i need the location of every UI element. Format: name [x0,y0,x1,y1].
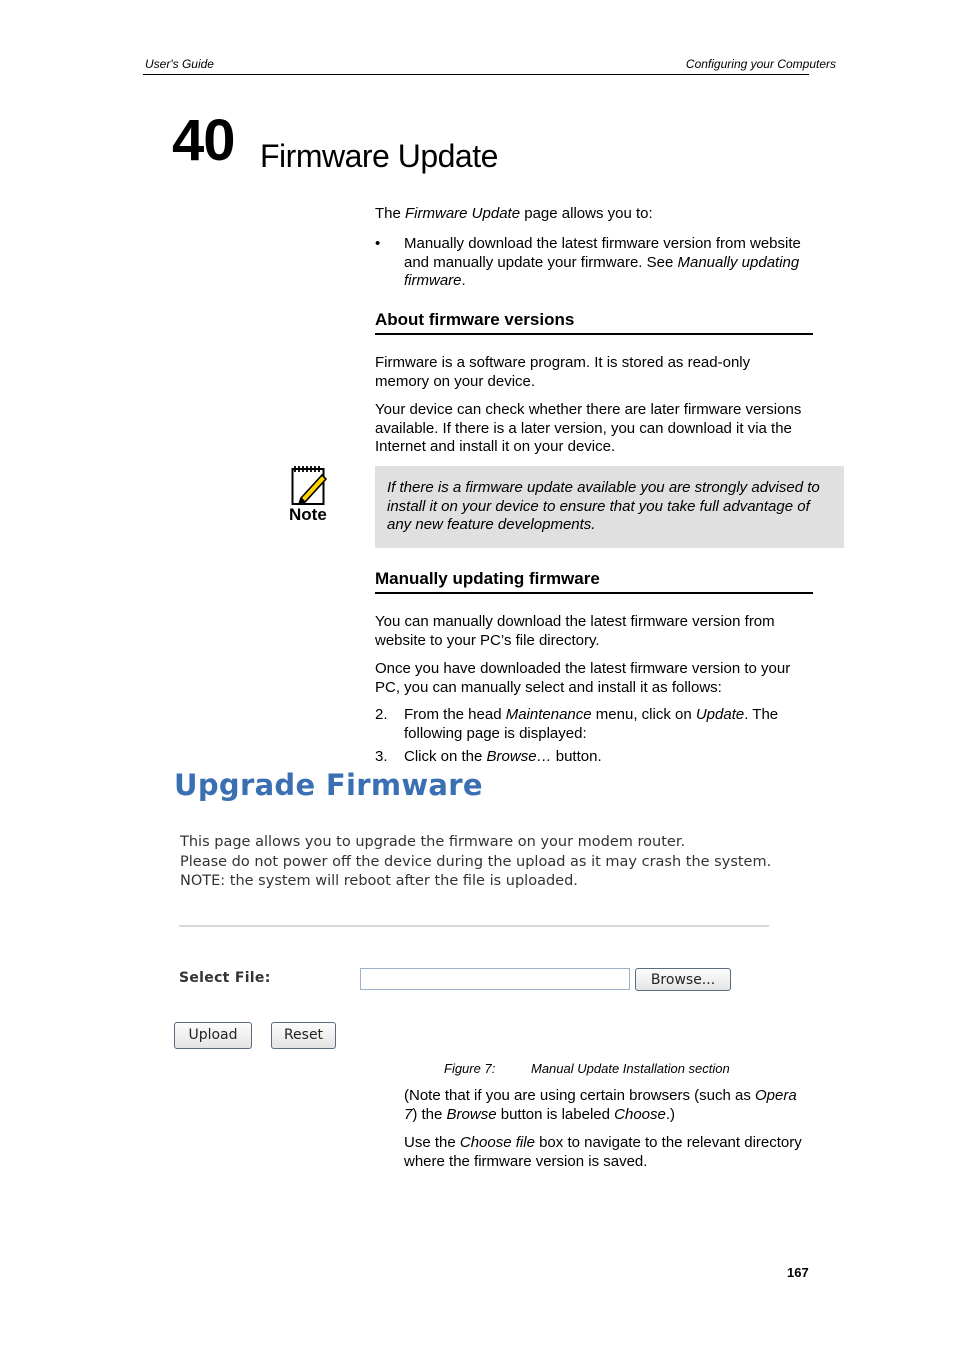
select-file-label: Select File: [179,970,271,986]
chapter-title: Firmware Update [260,138,498,174]
about-paragraph-1: Firmware is a software program. It is stored as read-only memory on your device. [375,354,751,390]
step-number: 3. [375,748,388,765]
upgrade-separator [179,925,769,927]
bullet-marker: • [375,235,381,252]
figure-caption: Manual Update Installation section [531,1061,730,1076]
upgrade-firmware-title: Upgrade Firmware [174,768,483,802]
manual-paragraph-2: Once you have downloaded the latest firmware version to your PC, you can manually select and install it as follows: [375,660,791,696]
section-heading-about: About firmware versions [375,310,575,329]
header-left: User's Guide [145,57,214,71]
section-rule [375,592,813,594]
link-manual-update[interactable]: Manually updating firmware [404,253,800,289]
note-label: Note [289,505,327,524]
page-number: 167 [787,1265,809,1280]
section-heading-manual: Manually updating firmware [375,569,600,588]
upgrade-description: This page allows you to upgrade the firmware on your modem router. Please do not power off the device during the upload as it may crash the system. NOTE: the system will reboot after the file is uploaded. [180,834,772,889]
reset-button[interactable]: Reset [271,1022,336,1049]
file-path-input[interactable] [360,968,630,990]
intro-paragraph: The Firmware Update page allows you to: [375,205,653,222]
about-paragraph-2: Your device can check whether there are later firmware versions available. If there is a later version, you can download it via the Internet and install it on your device. [375,401,802,455]
note-text: If there is a firmware update available you are strongly advised to install it on your device to ensure that you take full advantage of any new feature developments. [387,479,820,533]
header-divider [143,74,809,75]
bullet-item: Manually download the latest firmware version from website and manually update your firmware. See Manually updating firmware. [404,235,801,289]
step-2-text: From the head Maintenance menu, click on Update. The following page is displayed: [404,706,779,742]
header-right: Configuring your Computers [685,57,836,71]
chapter-number: 40 [172,108,235,173]
note-box [375,466,844,548]
section-rule [375,333,813,335]
manual-paragraph-1: You can manually download the latest firmware version from website to your PC’s file directory. [375,613,775,649]
figure-number: Figure 7: [444,1061,496,1076]
step-number: 2. [375,706,388,723]
browser-note-paragraph: (Note that if you are using certain browsers (such as Opera 7) the Browse button is labeled Choose.) [404,1087,797,1123]
upload-button[interactable]: Upload [174,1022,252,1049]
choose-file-paragraph: Use the Choose file box to navigate to the relevant directory where the firmware version is saved. [404,1134,802,1170]
browse-button[interactable]: Browse... [635,968,731,991]
step-3-text: Click on the Browse… button. [404,748,602,765]
